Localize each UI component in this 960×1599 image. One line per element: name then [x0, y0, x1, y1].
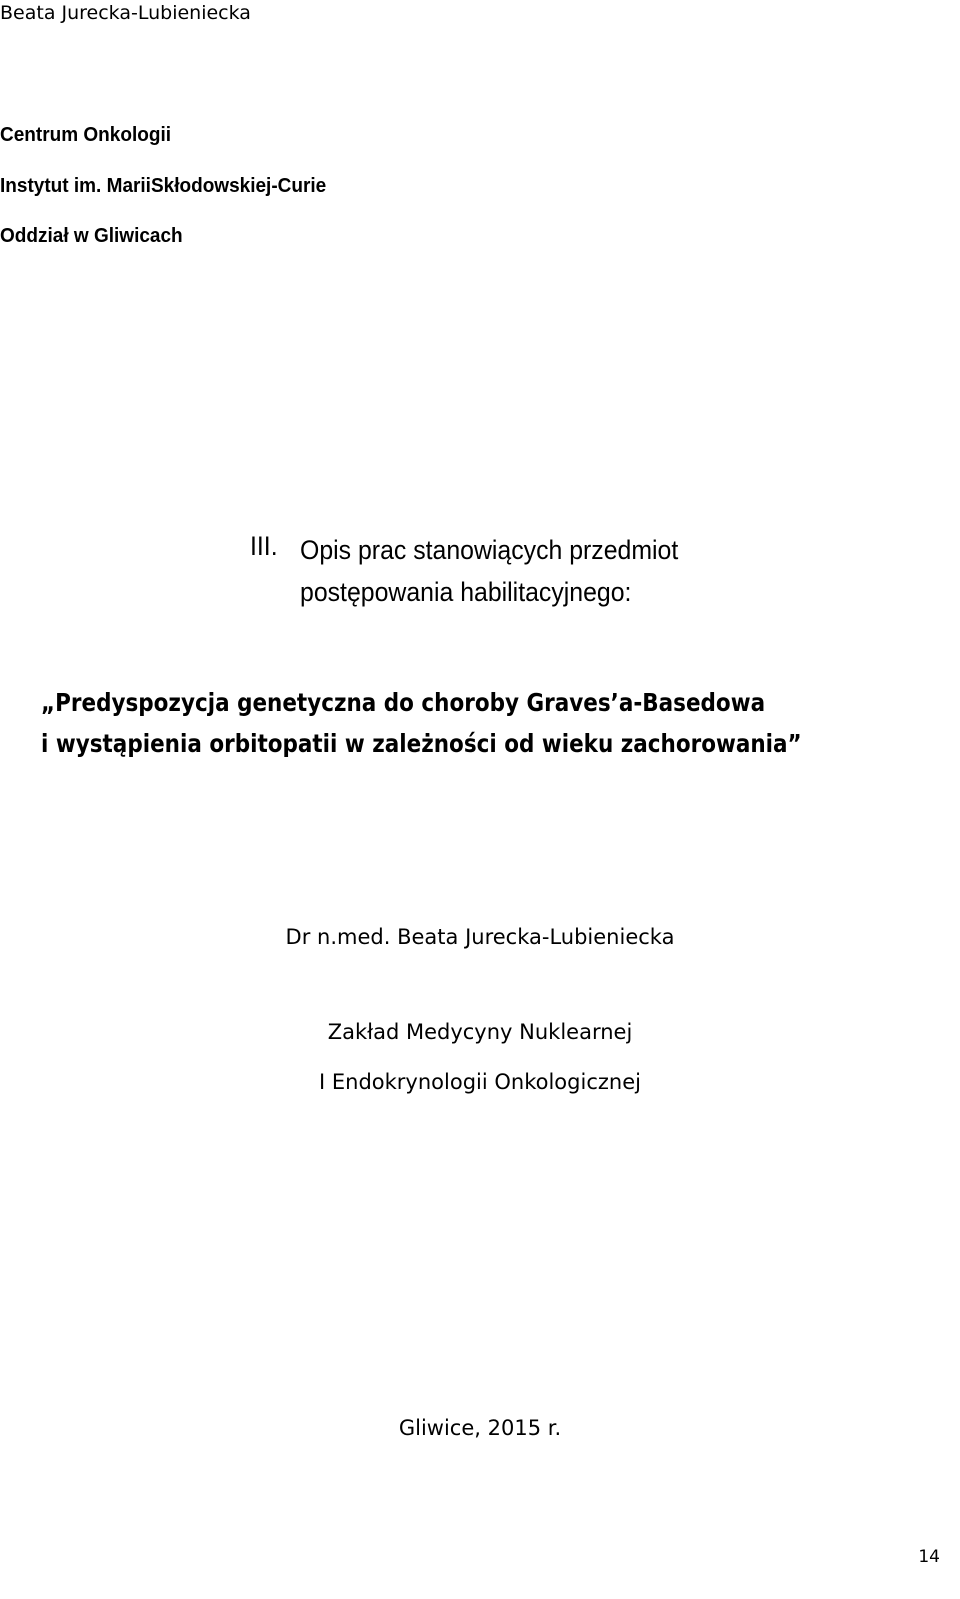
institution-line-2: Instytut im. MariiSkłodowskiej-Curie: [0, 175, 327, 197]
place-date: Gliwice, 2015 r.: [398, 1416, 562, 1440]
running-header-author: Beata Jurecka-Lubieniecka: [0, 2, 251, 24]
thesis-title-line-1: „Predyspozycja genetyczna do choroby Graves’a-Basedowa: [41, 688, 766, 717]
institution-line-1: Centrum Onkologii: [0, 124, 171, 146]
section-number: III.: [250, 531, 278, 561]
page-number: 14: [918, 1547, 940, 1567]
department-line-2: I Endokrynologii Onkologicznej: [319, 1070, 641, 1094]
section-title: [300, 529, 678, 613]
section-title-line-2: postępowania habilitacyjnego:: [300, 577, 632, 607]
author-name: Beata Jurecka-Lubieniecka: [397, 925, 675, 949]
institution-line-3: Oddział w Gliwicach: [0, 225, 183, 247]
author-degree: Dr n.med.: [285, 925, 391, 949]
section-title-line-1: Opis prac stanowiących przedmiot: [300, 535, 679, 565]
thesis-title-line-2: i wystąpienia orbitopatii w zależności od wieku zachorowania”: [41, 729, 802, 758]
thesis-title: [41, 682, 802, 764]
department-line-1: Zakład Medycyny Nuklearnej: [327, 1020, 633, 1044]
author-line: [0, 923, 960, 951]
